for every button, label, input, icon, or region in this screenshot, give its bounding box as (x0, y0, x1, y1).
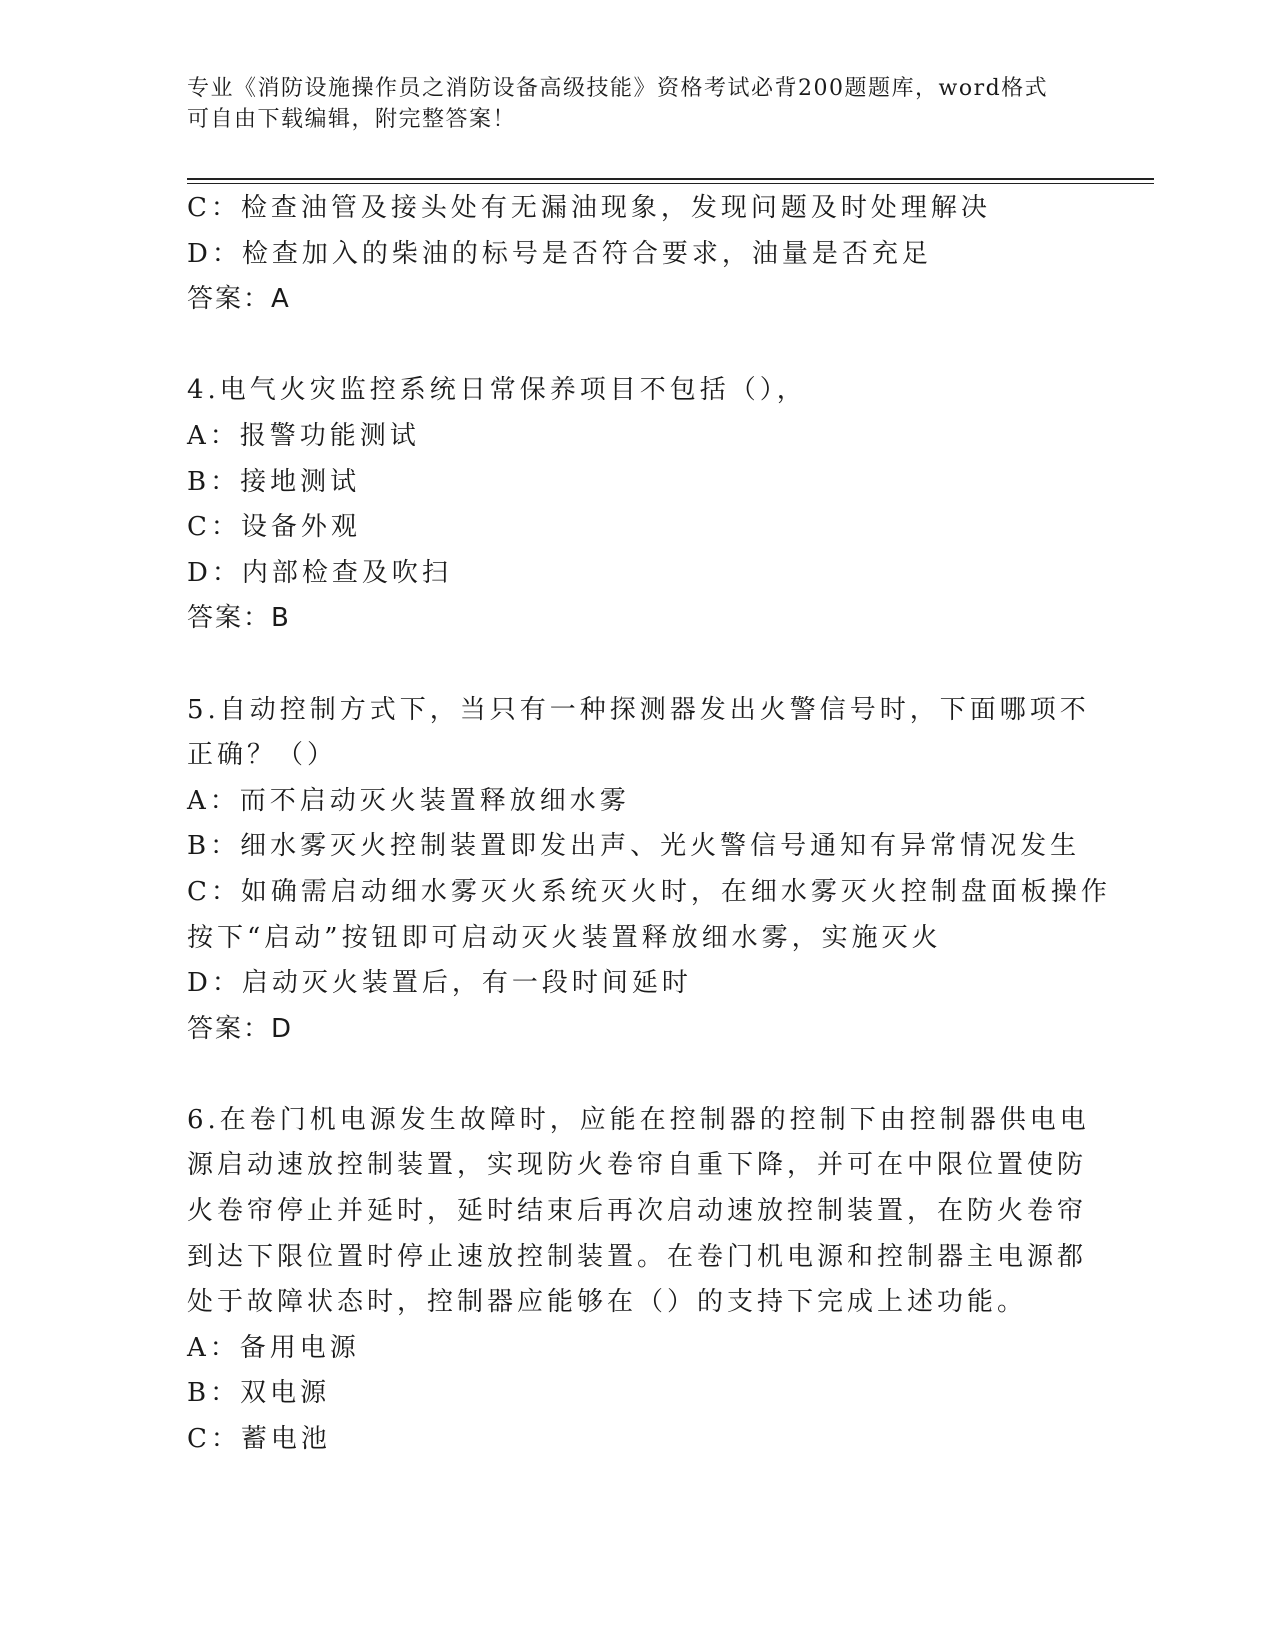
option-d: D：内部检查及吹扫 (187, 557, 452, 588)
option-c-line-1: C：如确需启动细水雾灭火系统灭火时，在细水雾灭火控制盘面板操作 (187, 876, 1111, 907)
question-block-prev (187, 186, 1087, 323)
option-a: A：备用电源 (187, 1332, 360, 1363)
spacer (187, 1052, 1087, 1098)
question-stem: 4.电气火灾监控系统日常保养项目不包括（）， (187, 375, 807, 406)
option-b: B：接地测试 (187, 466, 361, 497)
option-c: C：蓄电池 (187, 1424, 331, 1455)
spacer (187, 323, 1087, 369)
option-c: C：检查油管及接头处有无漏油现象，发现问题及时处理解决 (187, 193, 991, 223)
page-header-description: 专业《消防设施操作员之消防设备高级技能》资格考试必背200题题库，word格式可自由下载编辑，附完整答案！ (187, 76, 1049, 132)
question-block-4 (187, 368, 1087, 642)
option-c: C：设备外观 (187, 512, 361, 543)
question-stem-line-3: 火卷帘停止并延时，延时结束后再次启动速放控制装置，在防火卷帘 (187, 1196, 1088, 1227)
answer-line: 答案：A (187, 284, 291, 315)
question-stem-line-2: 正确？（） (187, 740, 338, 771)
question-block-5 (187, 688, 1111, 1053)
header-divider-thick (187, 178, 1154, 180)
question-stem-line-2: 源启动速放控制装置，实现防火卷帘自重下降，并可在中限位置使防 (187, 1150, 1088, 1181)
option-b: B：细水雾灭火控制装置即发出声、光火警信号通知有异常情况发生 (187, 831, 1081, 862)
question-block-6 (187, 1098, 1090, 1463)
header-divider-thin (187, 183, 1154, 184)
question-stem-line-1: 6.在卷门机电源发生故障时，应能在控制器的控制下由控制器供电电 (187, 1104, 1090, 1135)
question-stem-line-5: 处于故障状态时，控制器应能够在（）的支持下完成上述功能。 (187, 1287, 1028, 1318)
option-a: A：而不启动灭火装置释放细水雾 (187, 785, 630, 816)
answer-line: 答案：B (187, 603, 291, 634)
question-stem-line-1: 5.自动控制方式下，当只有一种探测器发出火警信号时，下面哪项不 (187, 694, 1090, 725)
question-list (187, 186, 1111, 1463)
option-b: B：双电源 (187, 1378, 331, 1409)
question-stem-line-4: 到达下限位置时停止速放控制装置。在卷门机电源和控制器主电源都 (187, 1241, 1088, 1272)
option-d: D：启动灭火装置后，有一段时间延时 (187, 968, 692, 999)
answer-line: 答案：D (187, 1013, 294, 1044)
option-a: A：报警功能测试 (187, 420, 420, 451)
spacer (187, 642, 1087, 688)
option-d: D：检查加入的柴油的标号是否符合要求，油量是否充足 (187, 238, 932, 269)
option-c-line-2: 按下“启动”按钮即可启动灭火装置释放细水雾，实施灭火 (187, 922, 942, 953)
